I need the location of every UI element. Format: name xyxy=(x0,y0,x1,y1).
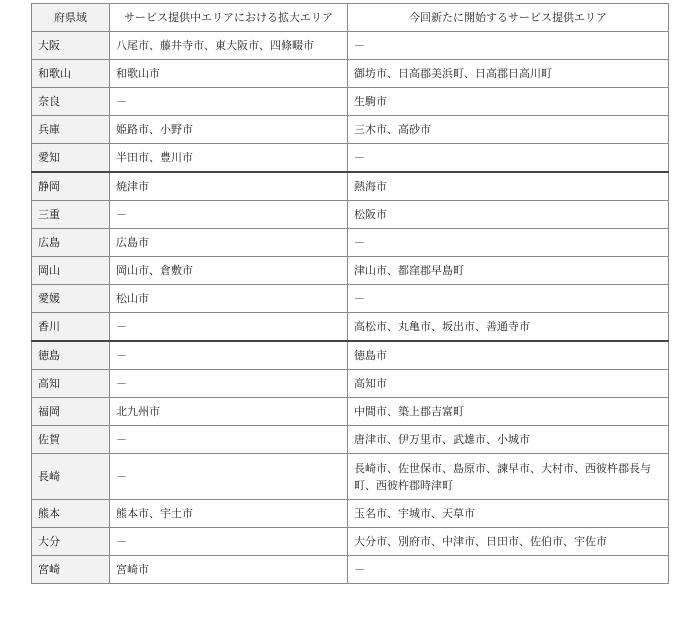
new-area-cell: － xyxy=(348,285,669,313)
expanded-area-cell: － xyxy=(110,454,348,500)
header-prefecture: 府県域 xyxy=(32,4,110,32)
service-area-table-container xyxy=(31,3,669,584)
expanded-area-cell: 姫路市、小野市 xyxy=(110,116,348,144)
expanded-area-cell: － xyxy=(110,201,348,229)
expanded-area-cell: 岡山市、倉敷市 xyxy=(110,257,348,285)
new-area-cell: － xyxy=(348,32,669,60)
table-row xyxy=(32,341,669,370)
prefecture-cell: 愛媛 xyxy=(32,285,110,313)
prefecture-cell: 長崎 xyxy=(32,454,110,500)
expanded-area-cell: 八尾市、藤井寺市、東大阪市、四條畷市 xyxy=(110,32,348,60)
table-row xyxy=(32,370,669,398)
new-area-cell: 津山市、都窪郡早島町 xyxy=(348,257,669,285)
table-row xyxy=(32,229,669,257)
new-area-cell: 徳島市 xyxy=(348,341,669,370)
prefecture-cell: 大分 xyxy=(32,528,110,556)
prefecture-cell: 宮崎 xyxy=(32,556,110,584)
new-area-cell: 松阪市 xyxy=(348,201,669,229)
new-area-cell: 高知市 xyxy=(348,370,669,398)
table-body xyxy=(32,32,669,584)
expanded-area-cell: － xyxy=(110,528,348,556)
table-row xyxy=(32,32,669,60)
expanded-area-cell: － xyxy=(110,313,348,342)
new-area-cell: － xyxy=(348,229,669,257)
table-row xyxy=(32,426,669,454)
prefecture-cell: 三重 xyxy=(32,201,110,229)
new-area-cell: － xyxy=(348,556,669,584)
table-row xyxy=(32,116,669,144)
prefecture-cell: 香川 xyxy=(32,313,110,342)
new-area-cell: 御坊市、日高郡美浜町、日高郡日高川町 xyxy=(348,60,669,88)
prefecture-cell: 徳島 xyxy=(32,341,110,370)
new-area-cell: － xyxy=(348,144,669,173)
expanded-area-cell: 宮崎市 xyxy=(110,556,348,584)
table-row xyxy=(32,257,669,285)
expanded-area-cell: 広島市 xyxy=(110,229,348,257)
prefecture-cell: 岡山 xyxy=(32,257,110,285)
table-header-row xyxy=(32,4,669,32)
table-row xyxy=(32,556,669,584)
new-area-cell: 三木市、高砂市 xyxy=(348,116,669,144)
new-area-cell: 唐津市、伊万里市、武雄市、小城市 xyxy=(348,426,669,454)
table-row xyxy=(32,398,669,426)
prefecture-cell: 高知 xyxy=(32,370,110,398)
prefecture-cell: 大阪 xyxy=(32,32,110,60)
table-row xyxy=(32,285,669,313)
new-area-cell: 長崎市、佐世保市、島原市、諫早市、大村市、西彼杵郡長与町、西彼杵郡時津町 xyxy=(348,454,669,500)
expanded-area-cell: 熊本市、宇土市 xyxy=(110,500,348,528)
table-row xyxy=(32,172,669,201)
prefecture-cell: 和歌山 xyxy=(32,60,110,88)
expanded-area-cell: － xyxy=(110,370,348,398)
expanded-area-cell: － xyxy=(110,426,348,454)
service-area-table xyxy=(31,3,669,584)
prefecture-cell: 福岡 xyxy=(32,398,110,426)
prefecture-cell: 佐賀 xyxy=(32,426,110,454)
table-row xyxy=(32,201,669,229)
table-row xyxy=(32,528,669,556)
prefecture-cell: 奈良 xyxy=(32,88,110,116)
new-area-cell: 玉名市、宇城市、天草市 xyxy=(348,500,669,528)
table-row xyxy=(32,60,669,88)
expanded-area-cell: 松山市 xyxy=(110,285,348,313)
expanded-area-cell: 半田市、豊川市 xyxy=(110,144,348,173)
prefecture-cell: 広島 xyxy=(32,229,110,257)
new-area-cell: 生駒市 xyxy=(348,88,669,116)
table-row xyxy=(32,88,669,116)
new-area-cell: 熱海市 xyxy=(348,172,669,201)
expanded-area-cell: － xyxy=(110,341,348,370)
table-row xyxy=(32,313,669,342)
prefecture-cell: 熊本 xyxy=(32,500,110,528)
table-row xyxy=(32,144,669,173)
expanded-area-cell: － xyxy=(110,88,348,116)
table-row xyxy=(32,454,669,500)
expanded-area-cell: 北九州市 xyxy=(110,398,348,426)
table-row xyxy=(32,500,669,528)
header-new-area: 今回新たに開始するサービス提供エリア xyxy=(348,4,669,32)
prefecture-cell: 兵庫 xyxy=(32,116,110,144)
header-expanded-area: サービス提供中エリアにおける拡大エリア xyxy=(110,4,348,32)
new-area-cell: 中間市、築上郡吉富町 xyxy=(348,398,669,426)
new-area-cell: 大分市、別府市、中津市、日田市、佐伯市、宇佐市 xyxy=(348,528,669,556)
expanded-area-cell: 和歌山市 xyxy=(110,60,348,88)
prefecture-cell: 静岡 xyxy=(32,172,110,201)
new-area-cell: 高松市、丸亀市、坂出市、善通寺市 xyxy=(348,313,669,342)
expanded-area-cell: 焼津市 xyxy=(110,172,348,201)
prefecture-cell: 愛知 xyxy=(32,144,110,173)
